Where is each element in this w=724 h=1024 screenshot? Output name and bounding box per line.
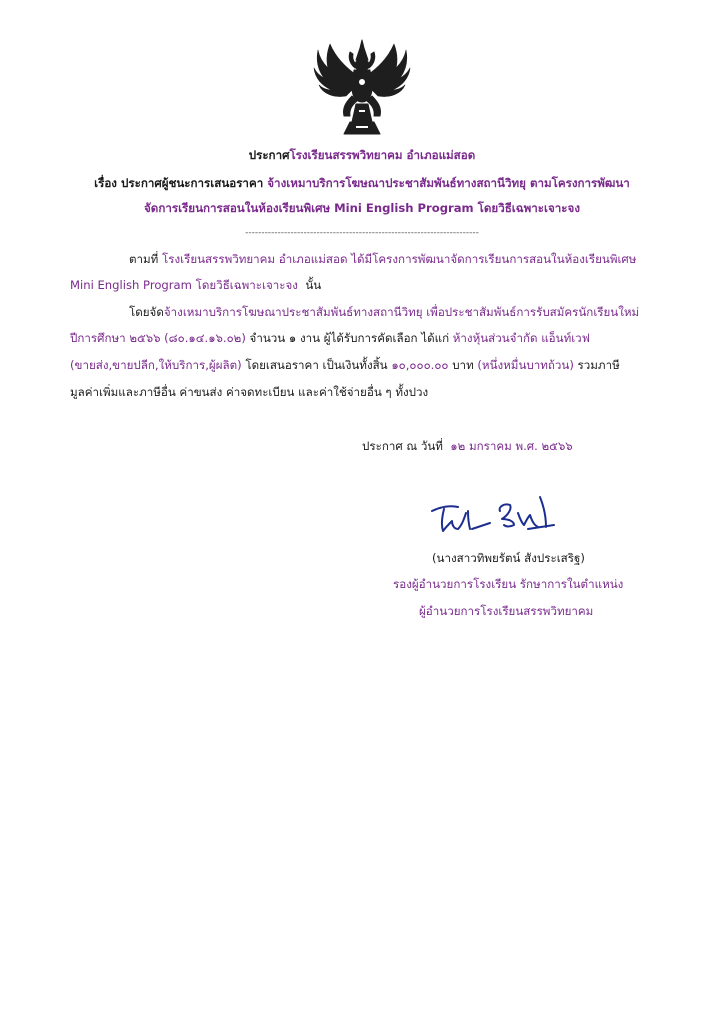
paragraph-1-line-2: Mini English Program โดยวิธีเฉพาะเจาะจง นั้น [70,278,322,292]
paragraph-1-line-1: ตามที่ โรงเรียนสรรพวิทยาคม อำเภอแม่สอด ได้มีโครงการพัฒนาจัดการเรียนการสอนในห้องเรียนพิเศษ [129,252,637,266]
divider: ------------------------------------------------------------------------ [245,228,479,238]
subject-line-1: เรื่อง ประกาศผู้ชนะการเสนอราคา จ้างเหมาบริการโฆษณาประชาสัมพันธ์ทางสถานีวิทยุ ตามโครงการพัฒนา [94,176,630,190]
signature-image [428,493,558,541]
announcement-date: ประกาศ ณ วันที่ ๑๒ มกราคม พ.ศ. ๒๕๖๖ [362,439,573,453]
paragraph-2-line-4: มูลค่าเพิ่มและภาษีอื่น ค่าขนส่ง ค่าจดทะเบียน และค่าใช้จ่ายอื่น ๆ ทั้งปวง [70,385,429,399]
announcement-title: ประกาศโรงเรียนสรรพวิทยาคม อำเภอแม่สอด [248,148,476,162]
signatory-position-1: รองผู้อำนวยการโรงเรียน รักษาการในตำแหน่ง [393,577,624,591]
garuda-emblem-icon [310,38,414,136]
paragraph-2-line-3: (ขายส่ง,ขายปลีก,ให้บริการ,ผู้ผลิต) โดยเสนอราคา เป็นเงินทั้งสิ้น ๑๐,๐๐๐.๐๐ บาท (หนึ่งหมื่นบาทถ้วน) รวมภาษี [70,358,620,372]
signatory-name: (นางสาวทิพยรัตน์ สังประเสริฐ) [432,551,585,565]
subject-line-2: จัดการเรียนการสอนในห้องเรียนพิเศษ Mini English Program โดยวิธีเฉพาะเจาะจง [144,201,580,215]
signatory-position-2: ผู้อำนวยการโรงเรียนสรรพวิทยาคม [419,604,594,618]
paragraph-2-line-2: ปีการศึกษา ๒๕๖๖ (๘๐.๑๔.๑๖.๐๒) จำนวน ๑ งาน ผู้ได้รับการคัดเลือก ได้แก่ ห้างหุ้นส่วนจำกัด แอ็นท์เวฟ [70,331,590,345]
paragraph-2-line-1: โดยจัดจ้างเหมาบริการโฆษณาประชาสัมพันธ์ทางสถานีวิทยุ เพื่อประชาสัมพันธ์การรับสมัครนักเรียนใหม่ [129,305,640,319]
